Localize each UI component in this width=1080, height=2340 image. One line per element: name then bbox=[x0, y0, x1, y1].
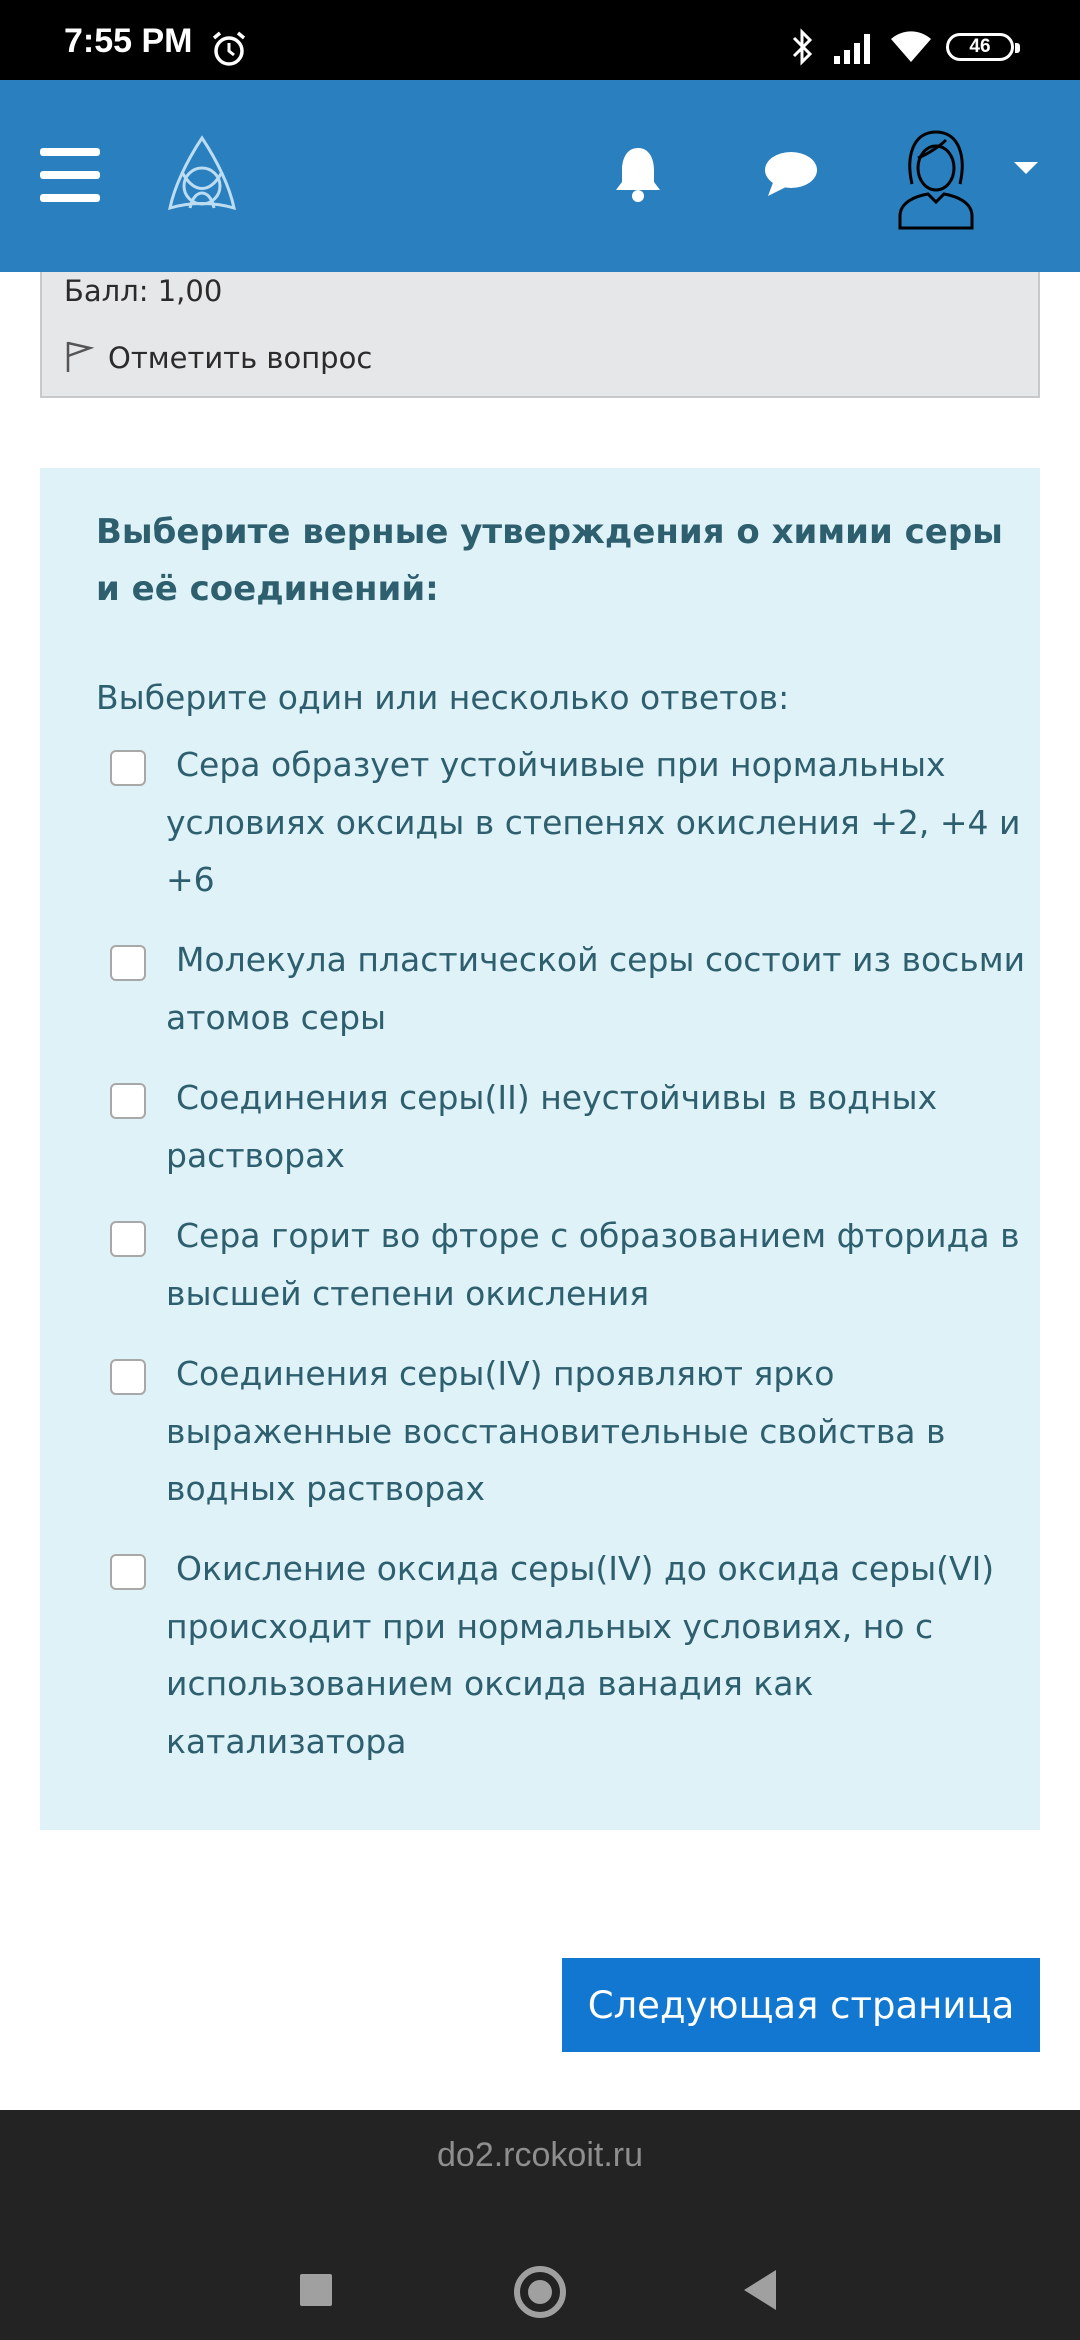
alarm-icon bbox=[210, 30, 248, 68]
answer-checkbox[interactable] bbox=[110, 1083, 146, 1119]
answer-label[interactable]: Сера горит во фторе с образованием фторида в высшей степени окисления bbox=[166, 1216, 1020, 1313]
answer-prompt: Выберите один или несколько ответов: bbox=[96, 678, 790, 717]
answer-checkbox[interactable] bbox=[110, 1221, 146, 1257]
site-logo[interactable] bbox=[160, 132, 244, 218]
answer-label[interactable]: Окисление оксида серы(IV) до оксида серы(VI) происходит при нормальных условиях, но с использованием оксида ванадия как катализатора bbox=[166, 1549, 995, 1761]
flag-icon[interactable] bbox=[64, 340, 94, 374]
answer-checkbox[interactable] bbox=[110, 945, 146, 981]
flag-question-link[interactable]: Отметить вопрос bbox=[108, 341, 373, 375]
signal-icon bbox=[832, 30, 876, 66]
back-icon[interactable] bbox=[744, 2270, 776, 2310]
url-text[interactable]: do2.rcokoit.ru bbox=[437, 2136, 643, 2174]
answer-checkbox[interactable] bbox=[110, 750, 146, 786]
system-nav-bar bbox=[0, 2206, 1080, 2340]
answer-checkbox[interactable] bbox=[110, 1554, 146, 1590]
answer-label[interactable]: Сера образует устойчивые при нормальных условиях оксиды в степенях окисления +2, +4 и +6 bbox=[166, 745, 1021, 899]
caret-down-icon[interactable] bbox=[1014, 162, 1038, 174]
wifi-icon bbox=[888, 26, 934, 66]
answer-label[interactable]: Соединения серы(II) неустойчивы в водных растворах bbox=[166, 1078, 938, 1175]
status-time: 7:55 PM bbox=[64, 22, 193, 60]
next-page-button[interactable]: Следующая страница bbox=[562, 1958, 1040, 2052]
question-title: Выберите верные утверждения о химии серы и её соединений: bbox=[96, 512, 1003, 609]
answer-label[interactable]: Соединения серы(IV) проявляют ярко выраженные восстановительные свойства в водных растворах bbox=[166, 1354, 946, 1508]
home-icon[interactable] bbox=[514, 2266, 566, 2318]
app-header bbox=[0, 80, 1080, 272]
answer-checkbox[interactable] bbox=[110, 1359, 146, 1395]
chat-icon[interactable] bbox=[764, 150, 818, 200]
hamburger-menu-icon[interactable] bbox=[40, 148, 100, 202]
answer-label[interactable]: Молекула пластической серы состоит из восьми атомов серы bbox=[166, 940, 1026, 1037]
question-card bbox=[40, 468, 1040, 1830]
user-avatar[interactable] bbox=[896, 128, 976, 230]
bell-icon[interactable] bbox=[612, 144, 664, 202]
recents-icon[interactable] bbox=[300, 2274, 332, 2306]
bluetooth-icon bbox=[788, 28, 818, 66]
grade-text: Балл: 1,00 bbox=[64, 274, 223, 308]
battery-indicator: 46 bbox=[946, 33, 1014, 61]
browser-url-bar[interactable] bbox=[0, 2110, 1080, 2206]
status-bar bbox=[0, 0, 1080, 80]
